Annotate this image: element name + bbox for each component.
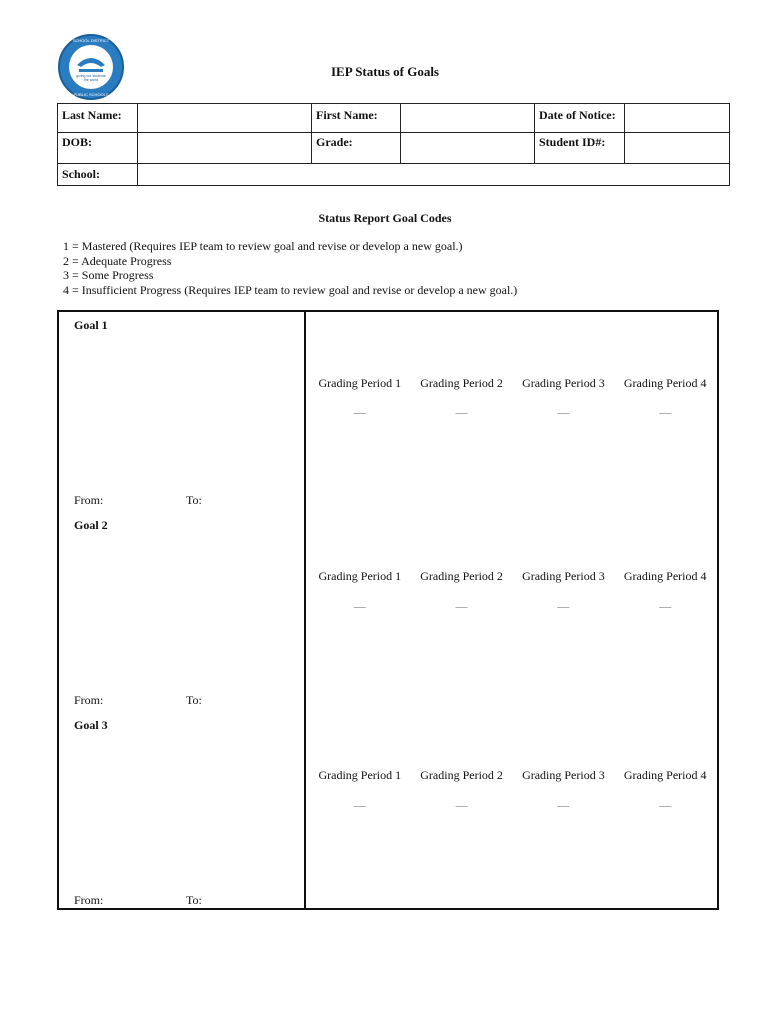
page-title: IEP Status of Goals	[331, 64, 439, 79]
grading-period-blank[interactable]: —	[659, 798, 672, 812]
goal-2-to-label: To:	[186, 693, 202, 707]
grade-field[interactable]	[401, 133, 535, 164]
date-of-notice-label: Date of Notice:	[535, 104, 625, 133]
goal-code-item: 2 = Adequate Progress	[63, 253, 172, 268]
goal-3-label: Goal 3	[74, 718, 108, 732]
grading-period-header: Grading Period 3	[522, 376, 605, 390]
last-name-field[interactable]	[138, 104, 312, 133]
goal-3-periods	[306, 768, 719, 783]
goals-box	[57, 310, 719, 910]
grading-period-header: Grading Period 1	[318, 376, 402, 390]
seal-motto-line-1: giving our students	[76, 74, 106, 78]
goal-1-periods	[306, 376, 719, 391]
grading-period-blank[interactable]: —	[455, 599, 468, 613]
goal-code-item: 1 = Mastered (Requires IEP team to review goal and revise or develop a new goal.)	[63, 239, 463, 253]
grading-period-header: Grading Period 1	[318, 569, 402, 583]
grade-label: Grade:	[312, 133, 401, 164]
grading-period-blank[interactable]: —	[455, 798, 468, 812]
grading-period-header: Grading Period 3	[522, 768, 605, 782]
first-name-label: First Name:	[312, 104, 401, 133]
goal-3-to-label: To:	[186, 893, 202, 907]
goal-code-item: 4 = Insufficient Progress (Requires IEP team to review goal and revise or develop a new goal.)	[63, 282, 518, 297]
goal-1-to-label: To:	[186, 493, 202, 507]
student-info-table	[57, 103, 730, 186]
school-label: School:	[58, 164, 138, 186]
grading-period-header: Grading Period 4	[623, 768, 707, 782]
date-of-notice-field[interactable]	[625, 104, 730, 133]
grading-period-blank[interactable]: —	[353, 405, 366, 419]
grading-period-blank[interactable]: —	[557, 599, 570, 613]
seal-bottom-text: PUBLIC SCHOOLS	[73, 92, 109, 97]
grading-period-header: Grading Period 1	[318, 768, 402, 782]
grading-period-blank[interactable]: —	[557, 798, 570, 812]
goal-2-periods	[306, 569, 719, 584]
grading-period-blank[interactable]: —	[557, 405, 570, 419]
grading-period-blank[interactable]: —	[659, 405, 672, 419]
grading-period-header: Grading Period 3	[522, 569, 605, 583]
grading-period-header: Grading Period 2	[420, 569, 503, 583]
grading-period-header: Grading Period 4	[623, 569, 707, 583]
seal-motto-line-2: the world	[83, 78, 99, 82]
goal-2-from-label: From:	[74, 693, 104, 707]
grading-period-header: Grading Period 2	[420, 376, 503, 390]
goal-code-item: 3 = Some Progress	[63, 268, 154, 282]
first-name-field[interactable]	[401, 104, 535, 133]
goal-1-label: Goal 1	[74, 318, 108, 332]
goal-2-label: Goal 2	[74, 518, 108, 532]
goal-3-marks	[306, 798, 719, 813]
goal-codes-list	[63, 239, 517, 297]
grading-period-header: Grading Period 4	[623, 376, 707, 390]
goal-2-marks	[306, 599, 719, 614]
goal-codes-title: Status Report Goal Codes	[318, 211, 452, 225]
dob-field[interactable]	[138, 133, 312, 164]
goal-1-from-label: From:	[74, 493, 104, 507]
grading-period-blank[interactable]: —	[659, 599, 672, 613]
grading-period-header: Grading Period 2	[420, 768, 503, 782]
student-id-field[interactable]	[625, 133, 730, 164]
school-field[interactable]	[138, 164, 730, 186]
dob-label: DOB:	[58, 133, 138, 164]
student-id-label: Student ID#:	[535, 133, 625, 164]
goal-1-marks	[306, 405, 719, 420]
grading-period-blank[interactable]: —	[353, 599, 366, 613]
last-name-label: Last Name:	[58, 104, 138, 133]
goal-3-from-label: From:	[74, 893, 104, 907]
seal-top-text: SCHOOL DISTRICT	[72, 38, 110, 43]
grading-period-blank[interactable]: —	[455, 405, 468, 419]
grading-period-blank[interactable]: —	[353, 798, 366, 812]
